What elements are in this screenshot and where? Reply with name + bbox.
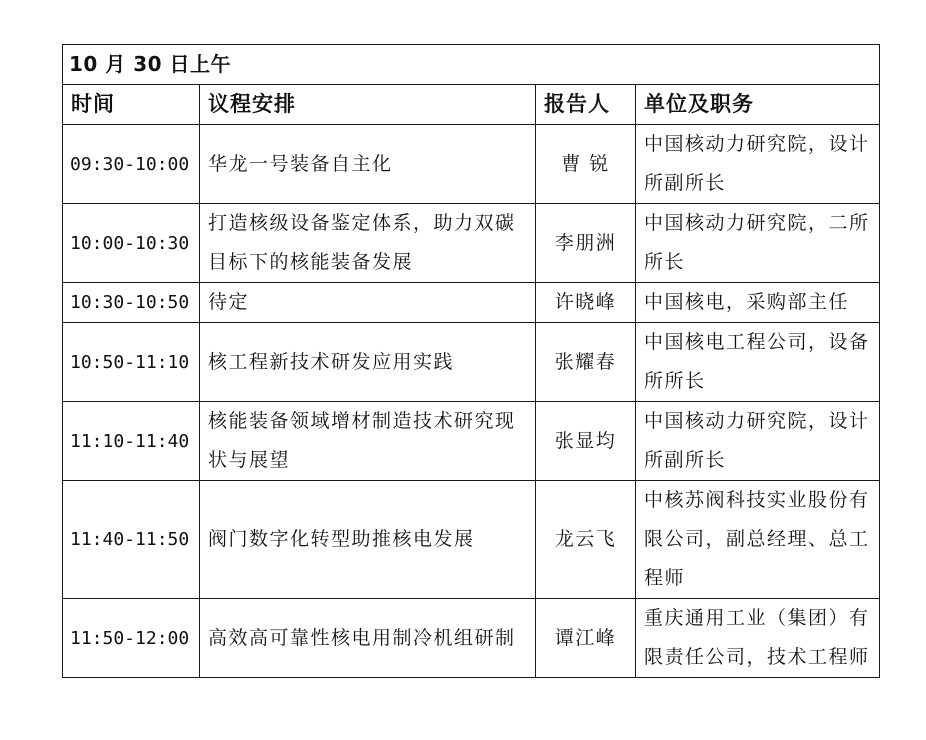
speaker-cell: 张耀春 bbox=[536, 323, 636, 402]
unit-cell: 中国核动力研究院，设计所副所长 bbox=[636, 125, 880, 204]
table-row bbox=[63, 402, 880, 481]
speaker-cell: 许晓峰 bbox=[536, 283, 636, 323]
topic-cell: 高效高可靠性核电用制冷机组研制 bbox=[200, 599, 536, 678]
unit-cell: 重庆通用工业（集团）有限责任公司，技术工程师 bbox=[636, 599, 880, 678]
speaker-cell: 龙云飞 bbox=[536, 481, 636, 599]
table-row bbox=[63, 481, 880, 599]
header-speaker: 报告人 bbox=[536, 85, 636, 125]
time-cell: 09:30-10:00 bbox=[63, 125, 200, 204]
header-unit: 单位及职务 bbox=[636, 85, 880, 125]
agenda-table bbox=[62, 44, 880, 678]
topic-cell: 阀门数字化转型助推核电发展 bbox=[200, 481, 536, 599]
header-topic: 议程安排 bbox=[200, 85, 536, 125]
table-row bbox=[63, 599, 880, 678]
time-cell: 11:40-11:50 bbox=[63, 481, 200, 599]
session-title: 10 月 30 日上午 bbox=[63, 45, 880, 85]
unit-cell: 中国核电工程公司，设备所所长 bbox=[636, 323, 880, 402]
table-row bbox=[63, 125, 880, 204]
header-row bbox=[63, 85, 880, 125]
time-cell: 10:00-10:30 bbox=[63, 204, 200, 283]
unit-cell: 中国核动力研究院，二所所长 bbox=[636, 204, 880, 283]
time-cell: 10:30-10:50 bbox=[63, 283, 200, 323]
topic-cell: 核工程新技术研发应用实践 bbox=[200, 323, 536, 402]
time-cell: 10:50-11:10 bbox=[63, 323, 200, 402]
topic-cell: 打造核级设备鉴定体系，助力双碳目标下的核能装备发展 bbox=[200, 204, 536, 283]
table-row bbox=[63, 204, 880, 283]
topic-cell: 核能装备领域增材制造技术研究现状与展望 bbox=[200, 402, 536, 481]
header-time: 时间 bbox=[63, 85, 200, 125]
table-row bbox=[63, 283, 880, 323]
topic-cell: 待定 bbox=[200, 283, 536, 323]
time-cell: 11:10-11:40 bbox=[63, 402, 200, 481]
title-row bbox=[63, 45, 880, 85]
speaker-cell: 谭江峰 bbox=[536, 599, 636, 678]
speaker-cell: 张显均 bbox=[536, 402, 636, 481]
unit-cell: 中国核电，采购部主任 bbox=[636, 283, 880, 323]
speaker-cell: 曹 锐 bbox=[536, 125, 636, 204]
topic-cell: 华龙一号装备自主化 bbox=[200, 125, 536, 204]
time-cell: 11:50-12:00 bbox=[63, 599, 200, 678]
unit-cell: 中国核动力研究院，设计所副所长 bbox=[636, 402, 880, 481]
unit-cell: 中核苏阀科技实业股份有限公司，副总经理、总工程师 bbox=[636, 481, 880, 599]
table-row bbox=[63, 323, 880, 402]
speaker-cell: 李朋洲 bbox=[536, 204, 636, 283]
